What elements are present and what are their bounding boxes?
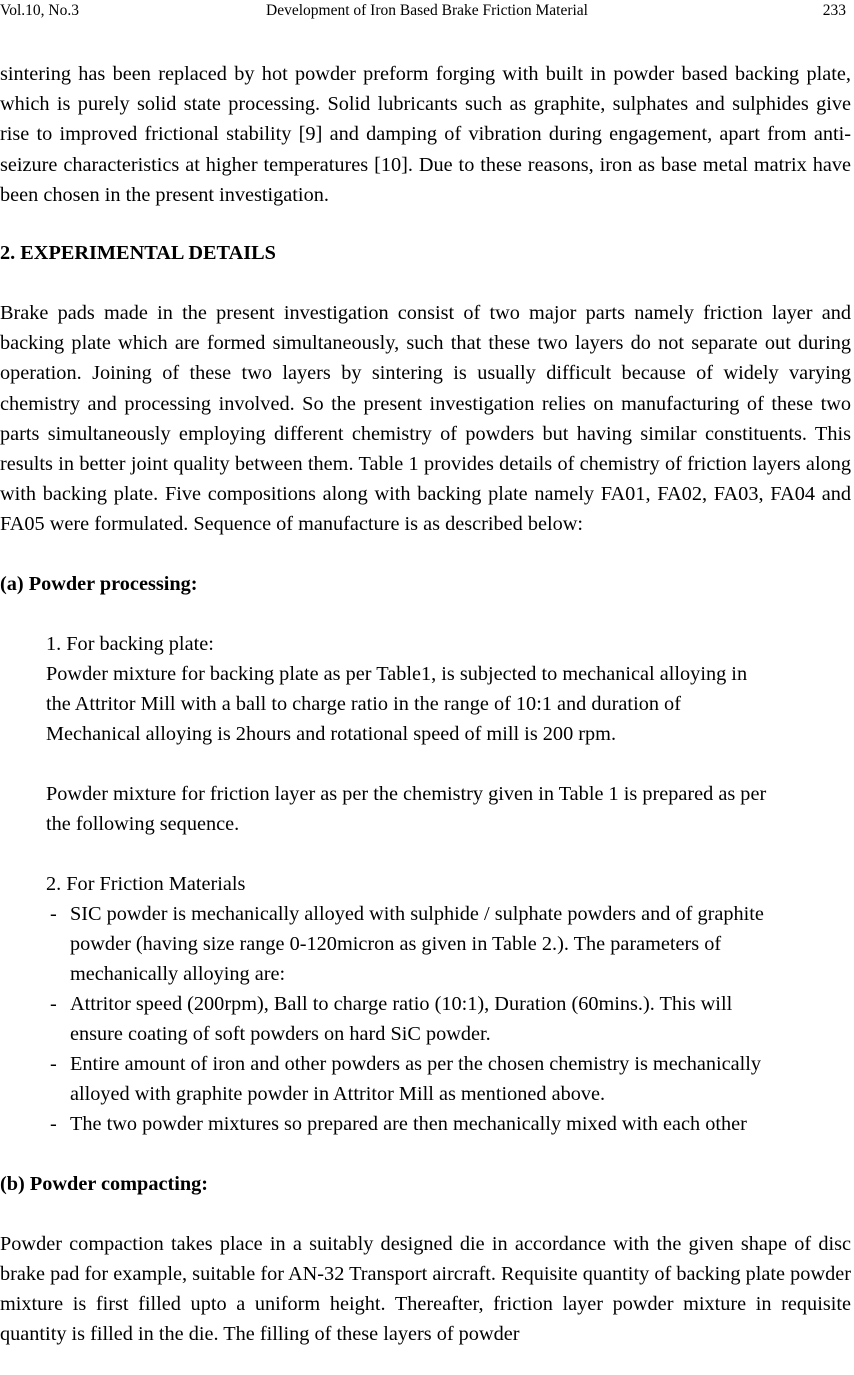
friction-materials-title: 2. For Friction Materials bbox=[46, 872, 246, 895]
dash-bullet: - bbox=[50, 1052, 57, 1075]
dash-bullet: - bbox=[50, 992, 57, 1015]
backing-plate-block bbox=[0, 629, 851, 899]
list-item bbox=[50, 989, 851, 1049]
list-item-line: alloyed with graphite powder in Attritor Mill as mentioned above. bbox=[70, 1082, 606, 1105]
dash-bullet: - bbox=[50, 902, 57, 925]
backing-plate-line: the Attritor Mill with a ball to charge ratio in the range of 10:1 and duration of bbox=[46, 692, 681, 715]
intro-paragraph: sintering has been replaced by hot powder preform forging with built in powder based backing plate, which is purely solid state processing. Solid lubricants such as graphite, sulphates and sulphides give rise to improved frictional stability [9] and damping of vibration during engagement, apart from anti-seizure characteristics at higher temperatures [10]. Due to these reasons, iron as base metal matrix have been chosen in the present investigation. bbox=[0, 63, 851, 206]
backing-plate-title: 1. For backing plate: bbox=[46, 632, 214, 655]
list-item-line: Entire amount of iron and other powders as per the chosen chemistry is mechanically bbox=[70, 1052, 762, 1075]
dash-bullet: - bbox=[50, 1112, 57, 1135]
list-item bbox=[50, 1109, 851, 1139]
friction-layer-line: Powder mixture for friction layer as per the chemistry given in Table 1 is prepared as per bbox=[46, 782, 767, 805]
section-heading-experimental: 2. EXPERIMENTAL DETAILS bbox=[0, 242, 276, 265]
list-item-line: mechanically alloying are: bbox=[70, 962, 286, 985]
page-body bbox=[0, 59, 851, 1349]
list-item-line: SIC powder is mechanically alloyed with sulphide / sulphate powders and of graphite bbox=[70, 902, 764, 925]
running-header bbox=[0, 0, 854, 26]
list-item-line: ensure coating of soft powders on hard SiC powder. bbox=[70, 1022, 491, 1045]
friction-layer-line: the following sequence. bbox=[46, 812, 240, 835]
list-item-line: Attritor speed (200rpm), Ball to charge ratio (10:1), Duration (60mins.). This will bbox=[70, 992, 733, 1015]
running-title: Development of Iron Based Brake Friction Material bbox=[266, 2, 588, 19]
backing-plate-line: Powder mixture for backing plate as per Table1, is subjected to mechanical alloying in bbox=[46, 662, 748, 685]
list-item bbox=[50, 1049, 851, 1109]
backing-plate-line: Mechanical alloying is 2hours and rotational speed of mill is 200 rpm. bbox=[46, 722, 617, 745]
page-number: 233 bbox=[822, 2, 846, 19]
compacting-paragraph: Powder compaction takes place in a suitably designed die in accordance with the given shape of disc brake pad for example, suitable for AN-32 Transport aircraft. Requisite quantity of backing plate powder mixture is first filled upto a uniform height. Thereafter, friction layer powder mixture in requisite quantity is filled in the die. The filling of these layers of powder bbox=[0, 1232, 851, 1346]
list-item-line: The two powder mixtures so prepared are then mechanically mixed with each other bbox=[70, 1112, 747, 1135]
subsection-heading-powder-compacting: (b) Powder compacting: bbox=[0, 1172, 209, 1195]
friction-materials-list bbox=[0, 899, 851, 1139]
list-item-line: powder (having size range 0-120micron as given in Table 2.). The parameters of bbox=[70, 932, 722, 955]
subsection-heading-powder-processing: (a) Powder processing: bbox=[0, 572, 198, 595]
experimental-paragraph: Brake pads made in the present investigation consist of two major parts namely friction layer and backing plate which are formed simultaneously, such that these two layers do not separate out during operation. Joining of these two layers by sintering is usually difficult because of widely varying chemistry and processing involved. So the present investigation relies on manufacturing of these two parts simultaneously employing different chemistry of powders but having similar constituents. This results in better joint quality between them. Table 1 provides details of chemistry of friction layers along with backing plate. Five compositions along with backing plate namely FA01, FA02, FA03, FA04 and FA05 were formulated. Sequence of manufacture is as described below: bbox=[0, 302, 851, 536]
list-item bbox=[50, 899, 851, 989]
journal-volume: Vol.10, No.3 bbox=[0, 2, 79, 19]
